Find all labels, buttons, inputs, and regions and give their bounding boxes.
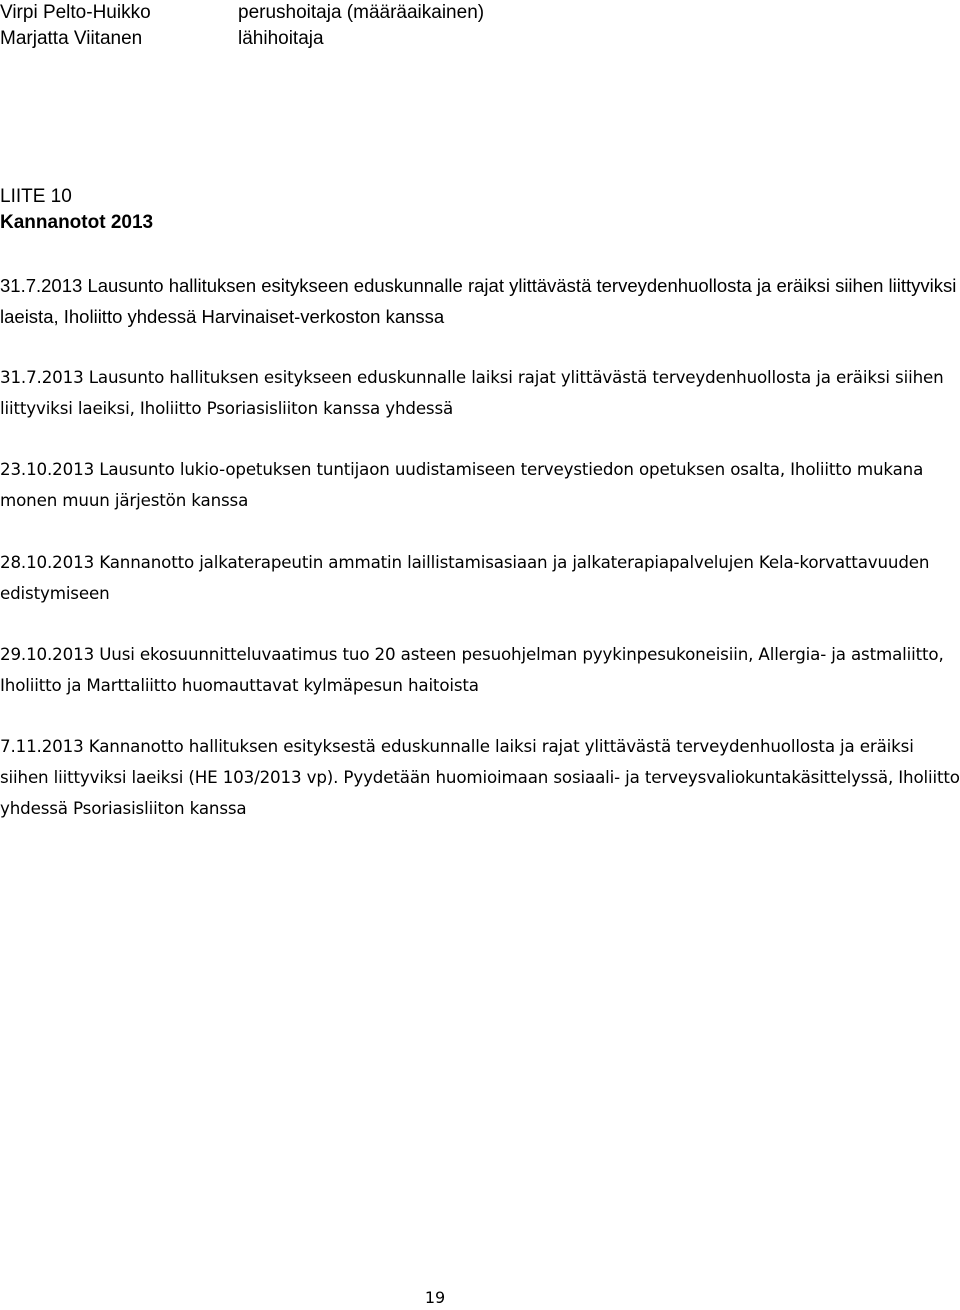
appendix-label: LIITE 10 (0, 186, 72, 207)
appendix-heading (0, 184, 153, 236)
staff-row (0, 26, 484, 52)
statement-item: 31.7.2013 Lausunto hallituksen esitykseen eduskunnalle rajat ylittävästä terveydenhuollosta ja eräiksi siihen liittyviksi laeista, Iholiitto yhdessä Harvinaiset-verkoston kanssa (0, 275, 957, 327)
staff-role: lähihoitaja (238, 28, 324, 49)
statement-item: 23.10.2013 Lausunto lukio-opetuksen tuntijaon uudistamiseen terveystiedon opetuksen osalta, Iholiitto mukana monen muun järjestön kanssa (0, 459, 924, 510)
staff-name: Marjatta Viitanen (0, 28, 143, 49)
statement-item: 31.7.2013 Lausunto hallituksen esitykseen eduskunnalle laiksi rajat ylittävästä terveydenhuollosta ja eräiksi siihen liittyviksi laeiksi, Iholiitto Psoriasisliiton kanssa yhdessä (0, 367, 944, 418)
statement-item: 7.11.2013 Kannanotto hallituksen esityksestä eduskunnalle laiksi rajat ylittävästä terveydenhuollosta ja eräiksi siihen liittyviksi laeiksi (HE 103/2013 vp). Pyydetään huomioimaan sosiaali- ja terveysvaliokuntakäsittelyssä, Iholiitto yhdessä Psoriasisliiton kanssa (0, 736, 960, 818)
statement-item: 29.10.2013 Uusi ekosuunnitteluvaatimus tuo 20 asteen pesuohjelman pyykinpesukoneisiin, Allergia- ja astmaliitto, Iholiitto ja Marttaliitto huomauttavat kylmäpesun haitoista (0, 644, 944, 695)
statement-item: 28.10.2013 Kannanotto jalkaterapeutin ammatin laillistamisasiaan ja jalkaterapiapalvelujen Kela-korvattavuuden edistymiseen (0, 552, 930, 603)
appendix-title: Kannanotot 2013 (0, 212, 154, 233)
staff-row (0, 0, 484, 26)
staff-role: perushoitaja (määräaikainen) (238, 2, 485, 23)
staff-list (0, 0, 484, 52)
page-number: 19 (424, 1288, 446, 1307)
staff-name: Virpi Pelto-Huikko (0, 2, 151, 23)
